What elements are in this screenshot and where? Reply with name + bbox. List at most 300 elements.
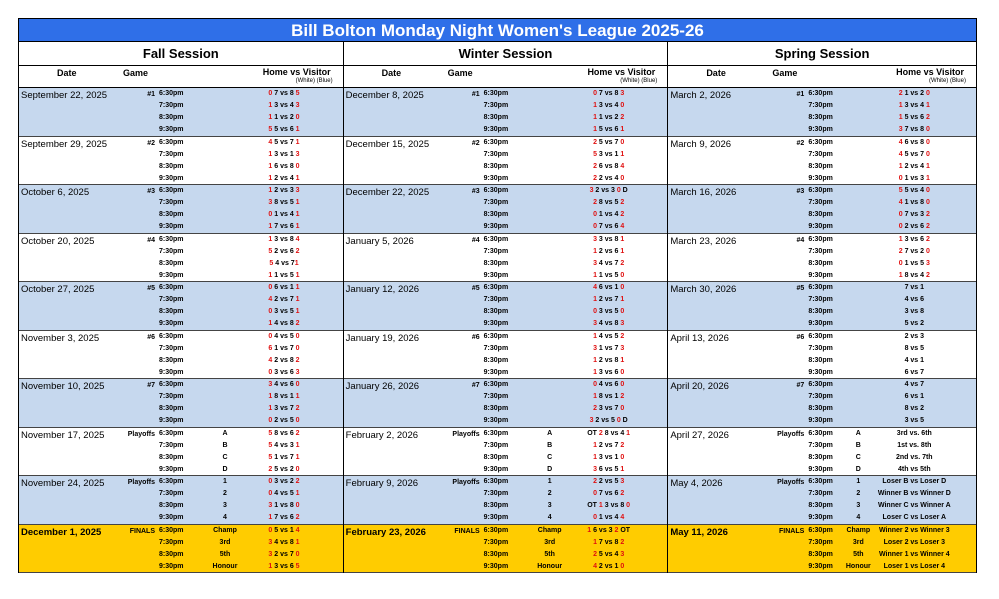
match-row bbox=[668, 513, 976, 525]
score: 1 bbox=[593, 126, 597, 133]
score: 0 bbox=[295, 417, 300, 424]
score: 0 bbox=[268, 211, 273, 218]
score: 4 bbox=[295, 526, 300, 534]
score: 1 bbox=[295, 284, 300, 291]
score: 2 bbox=[620, 114, 625, 121]
matchup-text: 7 vs 8 bbox=[272, 90, 296, 97]
match-teams bbox=[554, 527, 664, 534]
match-time: 7:30pm bbox=[159, 150, 184, 158]
score: 3 bbox=[268, 550, 273, 558]
match-time: 6:30pm bbox=[159, 235, 184, 243]
match-label: Honour bbox=[212, 562, 238, 570]
match-time: 8:30pm bbox=[808, 550, 833, 558]
match-teams bbox=[854, 417, 974, 424]
match-teams bbox=[229, 442, 339, 449]
match-teams bbox=[229, 272, 339, 279]
score: 3 bbox=[593, 320, 597, 327]
match-teams bbox=[229, 539, 339, 546]
header-date: Date bbox=[706, 68, 726, 78]
week-game: #4 bbox=[471, 236, 480, 244]
score: 0 bbox=[620, 368, 625, 376]
match-time: 7:30pm bbox=[483, 490, 509, 497]
score: 3 bbox=[268, 199, 273, 206]
match-row bbox=[19, 477, 343, 489]
match-time: 8:30pm bbox=[808, 405, 833, 412]
matchup-text: 1 vs 4 bbox=[272, 211, 296, 218]
matchup-text: 3 vs 7 bbox=[272, 405, 296, 412]
matchup-text: 6 vs 8 bbox=[902, 138, 926, 146]
match-teams bbox=[229, 430, 339, 437]
score: 3 bbox=[295, 187, 300, 194]
match-teams bbox=[229, 490, 339, 497]
score: 1 bbox=[295, 271, 300, 279]
match-row bbox=[668, 465, 976, 477]
week-block bbox=[19, 428, 343, 477]
match-row bbox=[19, 186, 343, 198]
score: 2 bbox=[593, 405, 597, 412]
matchup-text: 4 vs 7 bbox=[273, 259, 295, 267]
score: 0 bbox=[593, 308, 597, 315]
match-time: 6:30pm bbox=[159, 332, 184, 340]
week-block bbox=[344, 525, 668, 574]
matchup-text: Loser 2 vs Loser 3 bbox=[883, 538, 946, 546]
match-time: 8:30pm bbox=[483, 502, 509, 509]
score: 3 bbox=[620, 344, 625, 352]
score: 0 bbox=[620, 562, 625, 570]
matchup-text: 4 vs 5 bbox=[596, 332, 621, 340]
match-row bbox=[19, 356, 343, 368]
match-row bbox=[344, 89, 668, 101]
score: 0 bbox=[593, 90, 597, 97]
match-teams bbox=[854, 320, 974, 327]
score: 3 bbox=[620, 550, 625, 558]
match-teams bbox=[229, 527, 339, 534]
score: 2 bbox=[925, 211, 930, 218]
score: 0 bbox=[593, 211, 597, 218]
match-time: 6:30pm bbox=[808, 284, 833, 291]
match-row bbox=[668, 198, 976, 210]
matchup-text: 2 vs 7 bbox=[596, 441, 621, 449]
match-row bbox=[344, 344, 668, 356]
matchup-text: 4 vs 8 bbox=[596, 320, 621, 327]
match-time: 9:30pm bbox=[483, 562, 509, 570]
score: 6 bbox=[268, 344, 273, 352]
match-row bbox=[19, 465, 343, 477]
matchup-text: 3 vs 5 bbox=[272, 308, 296, 315]
match-time: 8:30pm bbox=[159, 502, 184, 509]
week-game: #2 bbox=[471, 139, 480, 147]
score: 2 bbox=[620, 441, 625, 449]
match-time: 6:30pm bbox=[808, 235, 833, 243]
match-teams bbox=[554, 430, 664, 437]
score: 0 bbox=[295, 381, 300, 388]
match-row bbox=[19, 380, 343, 392]
week-block bbox=[344, 88, 668, 137]
matchup-text: 3 vs 8 bbox=[904, 308, 925, 315]
match-teams bbox=[554, 563, 664, 570]
header-home-visitor: Home vs Visitor bbox=[896, 67, 964, 77]
week-block bbox=[344, 428, 668, 477]
matchup-text: 3 vs 1 bbox=[596, 453, 621, 461]
matchup-text: OT bbox=[618, 526, 631, 534]
matchup-text: Winner C vs Winner A bbox=[877, 502, 951, 509]
score: 1 bbox=[620, 247, 625, 255]
match-time: 7:30pm bbox=[159, 538, 184, 546]
matchup-text: 8 vs 6 bbox=[272, 429, 296, 437]
match-time: 6:30pm bbox=[483, 478, 509, 485]
match-teams bbox=[229, 514, 339, 521]
week-block bbox=[19, 137, 343, 186]
match-row bbox=[19, 429, 343, 441]
score: 1 bbox=[268, 271, 273, 279]
match-time: 9:30pm bbox=[159, 320, 184, 327]
match-row bbox=[344, 416, 668, 428]
match-time: 7:30pm bbox=[159, 490, 184, 497]
score: 0 bbox=[620, 405, 625, 412]
score: 2 bbox=[593, 174, 597, 182]
score: 1 bbox=[268, 235, 273, 243]
week-block bbox=[344, 185, 668, 234]
matchup-text: 2 vs 4 bbox=[902, 162, 926, 170]
matchup-text: OT bbox=[587, 502, 599, 509]
match-time: 8:30pm bbox=[483, 308, 509, 315]
matchup-text: 2 vs 7 bbox=[272, 550, 296, 558]
header-team-colors: (White) (Blue) bbox=[928, 78, 966, 84]
schedule-sheet bbox=[18, 18, 977, 573]
week-game: #7 bbox=[796, 382, 805, 389]
matchup-text: 2 vs 6 bbox=[902, 223, 926, 230]
match-row bbox=[668, 113, 976, 125]
match-row bbox=[344, 283, 668, 295]
score: 3 bbox=[268, 381, 273, 388]
matchup-text: Loser B vs Loser D bbox=[882, 478, 947, 485]
score: 3 bbox=[268, 538, 273, 546]
week-block bbox=[668, 331, 976, 380]
week-date: January 26, 2026 bbox=[345, 381, 420, 392]
week-date: March 23, 2026 bbox=[670, 235, 737, 247]
score: 0 bbox=[268, 308, 273, 315]
match-teams bbox=[554, 405, 664, 412]
week-date: May 4, 2026 bbox=[670, 478, 723, 489]
match-time: 9:30pm bbox=[159, 271, 184, 279]
matchup-text: 7 vs 6 bbox=[596, 223, 621, 230]
week-game: #1 bbox=[471, 91, 480, 98]
score: 0 bbox=[268, 332, 273, 340]
matchup-text: 6 vs 5 bbox=[596, 465, 621, 473]
score: 1 bbox=[295, 296, 300, 303]
match-row bbox=[668, 429, 976, 441]
match-time: 6:30pm bbox=[159, 284, 184, 291]
match-time: 9:30pm bbox=[483, 368, 509, 376]
week-block bbox=[19, 282, 343, 331]
match-teams bbox=[854, 126, 974, 133]
match-time: 9:30pm bbox=[483, 320, 509, 327]
score: 1 bbox=[593, 247, 597, 255]
score: 1 bbox=[598, 502, 603, 509]
match-time: 7:30pm bbox=[483, 538, 509, 546]
match-time: 8:30pm bbox=[808, 114, 833, 121]
score: 1 bbox=[898, 235, 903, 243]
match-teams bbox=[854, 393, 974, 400]
match-row bbox=[344, 101, 668, 113]
score: 0 bbox=[268, 284, 273, 291]
score: 4 bbox=[898, 199, 903, 206]
matchup-text: D bbox=[620, 417, 628, 424]
match-time: 8:30pm bbox=[483, 405, 509, 412]
score: 0 bbox=[925, 138, 930, 146]
match-teams bbox=[854, 466, 974, 473]
match-time: 8:30pm bbox=[159, 162, 184, 170]
match-teams bbox=[554, 114, 664, 121]
match-teams bbox=[554, 296, 664, 303]
match-label: B bbox=[547, 441, 553, 449]
score: 0 bbox=[268, 526, 273, 534]
match-row bbox=[19, 295, 343, 307]
header-game: Game bbox=[772, 68, 798, 78]
match-time: 6:30pm bbox=[808, 381, 833, 388]
matchup-text: 3 vs 1 bbox=[272, 150, 296, 158]
matchup-text: 5 vs 2 bbox=[272, 465, 296, 473]
matchup-text: 2 vs 4 bbox=[596, 174, 621, 182]
match-row bbox=[19, 235, 343, 247]
score: 0 bbox=[925, 199, 930, 206]
column-header bbox=[19, 66, 343, 88]
match-row bbox=[668, 222, 976, 234]
matchup-text: 7 vs 8 bbox=[596, 90, 621, 97]
match-teams bbox=[854, 478, 974, 485]
match-time: 7:30pm bbox=[159, 199, 184, 206]
match-teams bbox=[229, 369, 339, 376]
score: 2 bbox=[620, 211, 625, 218]
week-game: #4 bbox=[147, 236, 155, 244]
matchup-text: Winner B vs Winner D bbox=[877, 490, 951, 497]
score: 0 bbox=[268, 90, 273, 97]
score: 1 bbox=[898, 102, 903, 109]
match-teams bbox=[229, 151, 339, 158]
matchup-text: 8 vs 5 bbox=[272, 199, 296, 206]
match-teams bbox=[229, 248, 339, 255]
score: 2 bbox=[295, 478, 300, 485]
match-teams bbox=[854, 175, 974, 182]
match-label: D bbox=[855, 465, 861, 473]
match-time: 8:30pm bbox=[808, 308, 833, 315]
match-row bbox=[344, 332, 668, 344]
week-date: February 9, 2026 bbox=[345, 478, 419, 489]
score: 5 bbox=[268, 453, 273, 461]
matchup-text: 4 vs 6 bbox=[904, 296, 925, 303]
matchup-text: 7 vs 8 bbox=[596, 538, 621, 546]
match-row bbox=[668, 501, 976, 513]
matchup-text: 3 vs 4 bbox=[596, 102, 621, 109]
column-header bbox=[344, 66, 668, 88]
match-teams bbox=[229, 236, 339, 243]
match-row bbox=[19, 125, 343, 137]
week-block bbox=[344, 282, 668, 331]
match-time: 7:30pm bbox=[808, 441, 833, 449]
match-row bbox=[19, 392, 343, 404]
matchup-text: 3 vs 8 bbox=[272, 235, 296, 243]
score: 0 bbox=[620, 138, 625, 146]
session-title: Winter Session bbox=[344, 42, 668, 66]
score: 0 bbox=[268, 417, 273, 424]
match-row bbox=[668, 344, 976, 356]
match-label: D bbox=[222, 465, 228, 473]
matchup-text: 3 vs 8 bbox=[596, 235, 621, 243]
score: 1 bbox=[626, 429, 631, 437]
score: 3 bbox=[295, 102, 300, 109]
match-time: 6:30pm bbox=[159, 429, 184, 437]
match-teams bbox=[229, 393, 339, 400]
score: 5 bbox=[295, 90, 300, 97]
week-game: #3 bbox=[796, 188, 805, 195]
header-team-colors: (White) (Blue) bbox=[295, 78, 333, 84]
matchup-text: 1 vs 5 bbox=[596, 271, 621, 279]
match-row bbox=[668, 125, 976, 137]
matchup-text: Winner 1 vs Winner 4 bbox=[878, 550, 950, 558]
week-date: February 2, 2026 bbox=[345, 429, 419, 441]
score: 2 bbox=[295, 320, 300, 327]
score: 0 bbox=[620, 102, 625, 109]
match-time: 9:30pm bbox=[808, 514, 833, 521]
match-row bbox=[19, 174, 343, 186]
match-teams bbox=[854, 151, 974, 158]
match-time: 9:30pm bbox=[808, 417, 833, 424]
score: 3 bbox=[620, 478, 625, 485]
matchup-text: 6 vs 7 bbox=[904, 368, 925, 376]
match-teams bbox=[229, 211, 339, 218]
match-row bbox=[668, 404, 976, 416]
match-teams bbox=[854, 308, 974, 315]
score: 1 bbox=[295, 490, 300, 497]
match-teams bbox=[554, 442, 664, 449]
week-game: #5 bbox=[147, 285, 155, 292]
match-row bbox=[668, 489, 976, 501]
match-row bbox=[344, 453, 668, 465]
score: 1 bbox=[268, 514, 273, 521]
match-time: 6:30pm bbox=[159, 187, 184, 194]
match-row bbox=[668, 247, 976, 259]
matchup-text: 2 vs 6 bbox=[596, 247, 621, 255]
match-teams bbox=[229, 417, 339, 424]
match-row bbox=[668, 319, 976, 331]
week-game: Playoffs bbox=[777, 430, 805, 438]
match-time: 8:30pm bbox=[808, 211, 833, 218]
match-row bbox=[344, 235, 668, 247]
week-block bbox=[668, 88, 976, 137]
score: 0 bbox=[268, 368, 273, 376]
matchup-text: 3 vs 5 bbox=[596, 308, 621, 315]
match-time: 6:30pm bbox=[808, 429, 833, 437]
match-label: 2 bbox=[856, 490, 861, 497]
score: 0 bbox=[295, 550, 300, 558]
score: 2 bbox=[295, 514, 300, 521]
match-time: 7:30pm bbox=[159, 344, 184, 352]
score: 0 bbox=[593, 223, 597, 230]
match-teams bbox=[854, 563, 974, 570]
match-row bbox=[344, 441, 668, 453]
week-game: #4 bbox=[796, 236, 805, 244]
week-game: #2 bbox=[796, 139, 805, 147]
match-time: 6:30pm bbox=[808, 138, 833, 146]
header-game: Game bbox=[447, 68, 473, 78]
score: 4 bbox=[898, 150, 903, 158]
match-row bbox=[668, 174, 976, 186]
match-teams bbox=[554, 551, 664, 558]
score: 0 bbox=[925, 187, 930, 194]
match-row bbox=[668, 441, 976, 453]
week-block bbox=[668, 476, 976, 525]
score: 0 bbox=[898, 223, 903, 230]
score: 1 bbox=[593, 332, 597, 340]
matchup-text: 3 vs 5 bbox=[904, 417, 925, 424]
match-row bbox=[19, 550, 343, 562]
week-date: September 22, 2025 bbox=[21, 90, 108, 101]
score: 0 bbox=[295, 162, 300, 170]
score: 0 bbox=[295, 114, 300, 121]
matchup-text: 6 vs 1 bbox=[596, 284, 621, 291]
matchup-text: 1 vs 5 bbox=[902, 259, 926, 267]
match-row bbox=[668, 356, 976, 368]
week-date: December 22, 2025 bbox=[345, 187, 430, 198]
matchup-text: 1 vs 2 bbox=[902, 90, 926, 97]
match-row bbox=[344, 489, 668, 501]
score: 1 bbox=[593, 296, 597, 303]
match-row bbox=[668, 416, 976, 428]
matchup-text: 4 vs 6 bbox=[596, 381, 621, 388]
match-teams bbox=[229, 114, 339, 121]
matchup-text: 7 vs 8 bbox=[902, 126, 926, 133]
score: 2 bbox=[614, 526, 619, 534]
match-time: 7:30pm bbox=[808, 199, 833, 206]
match-teams bbox=[854, 381, 974, 388]
week-game: FINALS bbox=[454, 527, 480, 535]
week-game: #6 bbox=[471, 333, 480, 341]
match-label: 1 bbox=[856, 478, 861, 485]
week-block bbox=[668, 282, 976, 331]
week-block bbox=[668, 379, 976, 428]
matchup-text: 8 vs 1 bbox=[272, 393, 296, 400]
match-teams bbox=[554, 126, 664, 133]
header-team-colors: (White) (Blue) bbox=[620, 78, 658, 84]
match-teams bbox=[554, 151, 664, 158]
match-label: A bbox=[222, 429, 228, 437]
match-label: Honour bbox=[537, 562, 563, 570]
score: 1 bbox=[593, 393, 597, 400]
match-time: 7:30pm bbox=[483, 199, 509, 206]
match-teams bbox=[229, 102, 339, 109]
match-time: 9:30pm bbox=[159, 465, 184, 473]
score: 1 bbox=[295, 223, 300, 230]
score: 2 bbox=[593, 162, 597, 170]
match-label: 3 bbox=[547, 502, 552, 509]
week-game: #2 bbox=[147, 139, 155, 147]
match-row bbox=[19, 210, 343, 222]
match-time: 9:30pm bbox=[808, 223, 833, 230]
match-time: 9:30pm bbox=[483, 514, 509, 521]
matchup-text: D bbox=[620, 187, 628, 194]
match-time: 9:30pm bbox=[483, 126, 509, 133]
match-teams bbox=[229, 563, 339, 570]
match-row bbox=[19, 332, 343, 344]
matchup-text: 3 vs 4 bbox=[272, 102, 296, 109]
match-label: A bbox=[855, 429, 861, 437]
matchup-text: 7 vs 6 bbox=[272, 514, 296, 521]
score: 1 bbox=[268, 114, 273, 121]
score: 1 bbox=[925, 174, 930, 182]
match-row bbox=[344, 562, 668, 574]
match-time: 9:30pm bbox=[483, 174, 509, 182]
week-date: May 11, 2026 bbox=[670, 526, 728, 538]
